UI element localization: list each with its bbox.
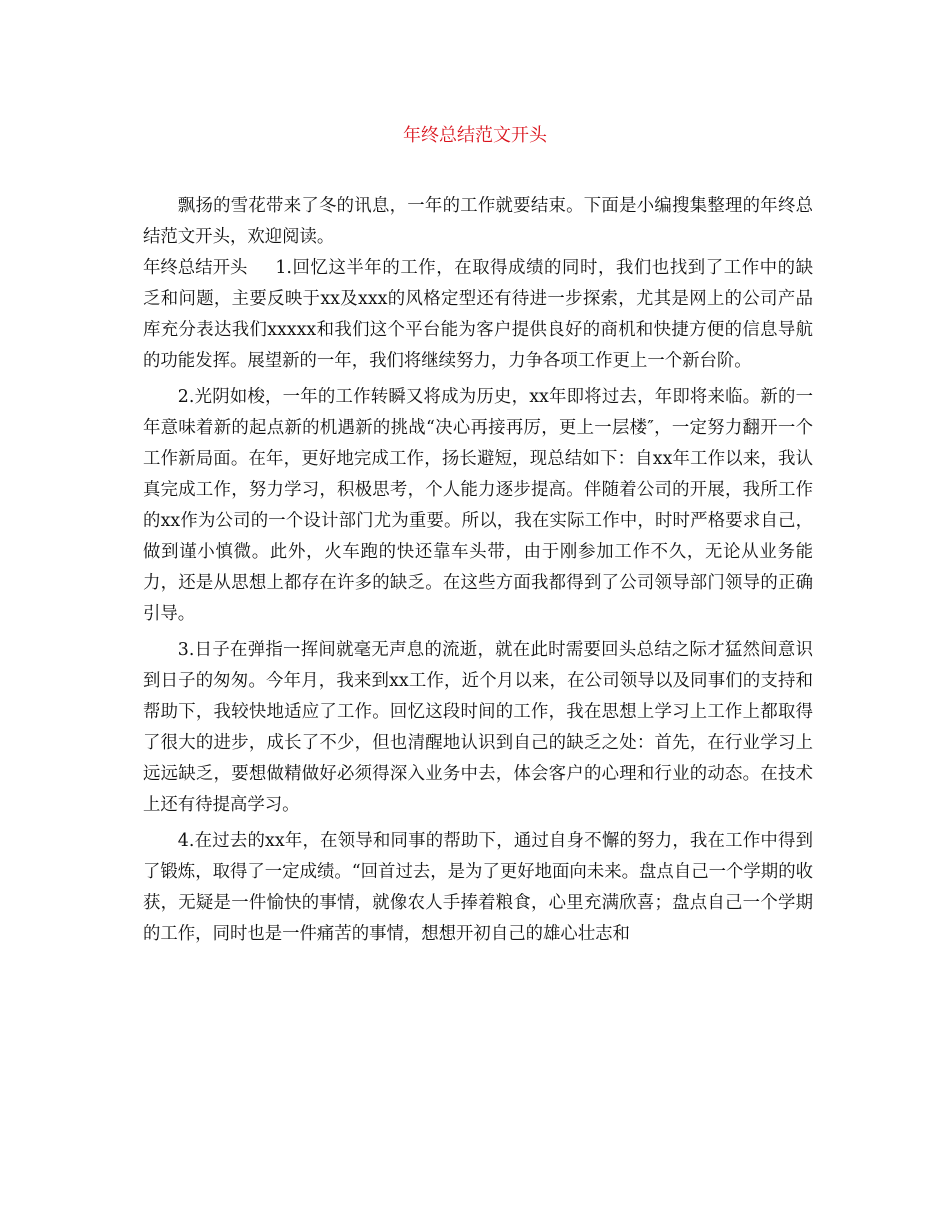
document-title: 年终总结范文开头 <box>403 125 547 146</box>
paragraph-1-text: 1.回忆这半年的工作，在取得成绩的同时，我们也找到了工作中的缺乏和问题，主要反映于xx及xxx的风格定型还有待进一步探索，尤其是网上的公司产品库充分表达我们xxxxx和我们这个平台能为客户提供良好的商机和快捷方便的信息导航的功能发挥。展望新的一年，我们将继续努力，力争各项工作更上一个新台阶。 <box>143 258 813 371</box>
intro-paragraph: 飘扬的雪花带来了冬的讯息，一年的工作就要结束。下面是小编搜集整理的年终总结范文开头，欢迎阅读。 <box>143 196 813 247</box>
document-body <box>143 191 813 950</box>
section-label: 年终总结开头 <box>143 258 248 278</box>
paragraph-1 <box>143 253 813 377</box>
paragraph-4: 4.在过去的xx年，在领导和同事的帮助下，通过自身不懈的努力，我在工作中得到了锻炼，取得了一定成绩。“回首过去，是为了更好地面向未来。盘点自己一个学期的收获，无疑是一件愉快的事情，就像农人手捧着粮食，心里充满欣喜；盘点自己一个学期的工作，同时也是一件痛苦的事情，想想开初自己的雄心壮志和 <box>143 831 813 944</box>
paragraph-3: 3.日子在弹指一挥间就毫无声息的流逝，就在此时需要回头总结之际才猛然间意识到日子的匆匆。今年月，我来到xx工作，近个月以来，在公司领导以及同事们的支持和帮助下，我较快地适应了工作。回忆这段时间的工作，我在思想上学习上工作上都取得了很大的进步，成长了不少，但也清醒地认识到自己的缺乏之处：首先，在行业学习上远远缺乏，要想做精做好必须得深入业务中去，体会客户的心理和行业的动态。在技术上还有待提高学习。 <box>143 640 813 815</box>
paragraph-2: 2.光阴如梭，一年的工作转瞬又将成为历史，xx年即将过去，年即将来临。新的一年意味着新的起点新的机遇新的挑战“决心再接再厉，更上一层楼″，一定努力翻开一个工作新局面。在年，更好地完成工作，扬长避短，现总结如下：自xx年工作以来，我认真完成工作，努力学习，积极思考，个人能力逐步提高。伴随着公司的开展，我所工作的xx作为公司的一个设计部门尤为重要。所以，我在实际工作中，时时严格要求自己，做到谨小慎微。此外，火车跑的快还靠车头带，由于刚参加工作不久，无论从业务能力，还是从思想上都存在许多的缺乏。在这些方面我都得到了公司领导部门领导的正确引导。 <box>143 387 813 624</box>
